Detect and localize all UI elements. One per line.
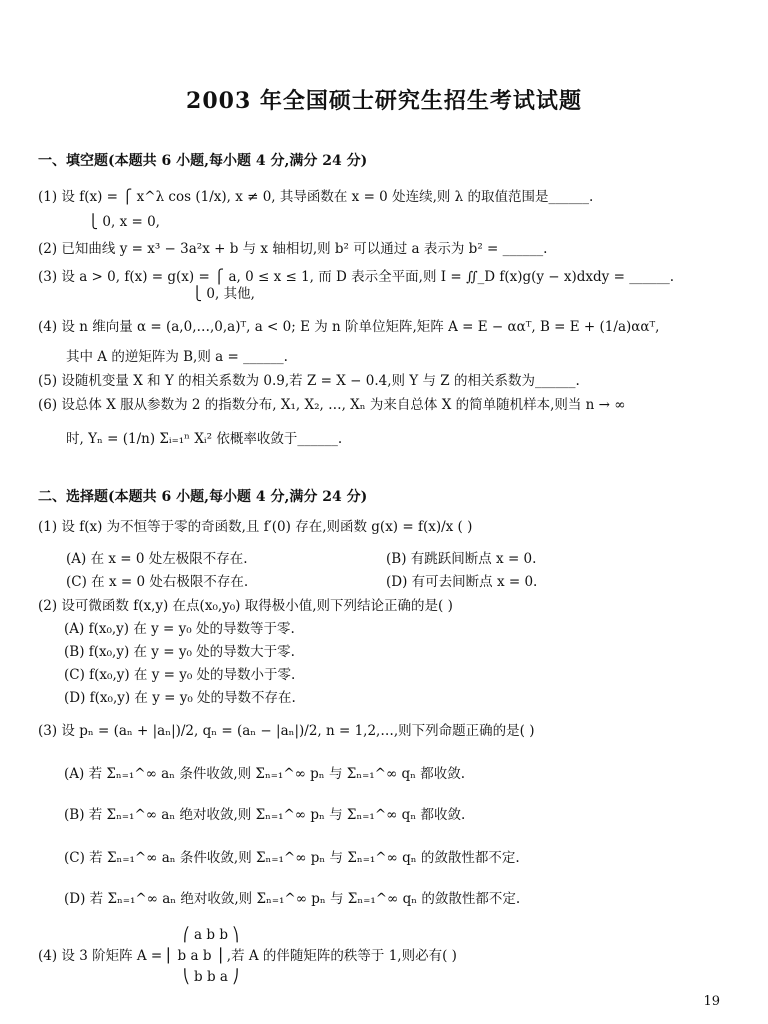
- s2-q1: (1) 设 f(x) 为不恒等于零的奇函数,且 f′(0) 存在,则函数 g(x) = f(x)/x ( ): [38, 519, 473, 535]
- s2-q3: (3) 设 pₙ = (aₙ + |aₙ|)/2, qₙ = (aₙ − |aₙ|)/2, n = 1,2,…,则下列命题正确的是( ): [38, 723, 535, 739]
- s1-q1-line2: ⎩ 0, x = 0,: [88, 214, 160, 230]
- s2-q4-matrix-row1: ⎛ a b b ⎞: [183, 927, 239, 943]
- s1-q3-line2: ⎩ 0, 其他,: [192, 286, 255, 302]
- s1-q3-line1: (3) 设 a > 0, f(x) = g(x) = ⎧ a, 0 ≤ x ≤ 1, 而 D 表示全平面,则 I = ∬_D f(x)g(y − x)dxdy = ______.: [38, 269, 674, 285]
- s2-q2-option-b: (B) f(x₀,y) 在 y = y₀ 处的导数大于零.: [64, 644, 295, 660]
- s2-q4-matrix-row3: ⎝ b b a ⎠: [183, 969, 239, 985]
- section1-heading: 一、填空题(本题共 6 小题,每小题 4 分,满分 24 分): [38, 153, 368, 169]
- s2-q1-option-b: (B) 有跳跃间断点 x = 0.: [386, 551, 537, 567]
- s2-q3-option-b: (B) 若 Σₙ₌₁^∞ aₙ 绝对收敛,则 Σₙ₌₁^∞ pₙ 与 Σₙ₌₁^∞ qₙ 都收敛.: [64, 807, 466, 823]
- s1-q4-line1: (4) 设 n 维向量 α = (a,0,…,0,a)ᵀ, a < 0; E 为 n 阶单位矩阵,矩阵 A = E − ααᵀ, B = E + (1/a)ααᵀ,: [38, 319, 660, 335]
- s2-q3-option-c: (C) 若 Σₙ₌₁^∞ aₙ 条件收敛,则 Σₙ₌₁^∞ pₙ 与 Σₙ₌₁^∞ qₙ 的敛散性都不定.: [64, 850, 520, 866]
- s1-q6-line1: (6) 设总体 X 服从参数为 2 的指数分布, X₁, X₂, …, Xₙ 为来自总体 X 的简单随机样本,则当 n → ∞: [38, 397, 626, 413]
- s1-q2: (2) 已知曲线 y = x³ − 3a²x + b 与 x 轴相切,则 b² 可以通过 a 表示为 b² = ______.: [38, 241, 548, 257]
- s2-q3-option-d: (D) 若 Σₙ₌₁^∞ aₙ 绝对收敛,则 Σₙ₌₁^∞ pₙ 与 Σₙ₌₁^∞ qₙ 的敛散性都不定.: [64, 891, 521, 907]
- page-title: 2003 年全国硕士研究生招生考试试题: [186, 88, 582, 114]
- s2-q4: (4) 设 3 阶矩阵 A = ⎜ b a b ⎟ ,若 A 的伴随矩阵的秩等于 1,则必有( ): [38, 948, 457, 964]
- s1-q5: (5) 设随机变量 X 和 Y 的相关系数为 0.9,若 Z = X − 0.4,则 Y 与 Z 的相关系数为______.: [38, 373, 580, 389]
- s2-q1-option-d: (D) 有可去间断点 x = 0.: [386, 574, 538, 590]
- page-number: 19: [703, 994, 720, 1009]
- s1-q4-line2: 其中 A 的逆矩阵为 B,则 a = ______.: [66, 349, 288, 365]
- s2-q2: (2) 设可微函数 f(x,y) 在点(x₀,y₀) 取得极小值,则下列结论正确的是( ): [38, 598, 453, 614]
- s2-q1-option-c: (C) 在 x = 0 处右极限不存在.: [66, 574, 249, 590]
- s1-q6-line2: 时, Yₙ = (1/n) Σᵢ₌₁ⁿ Xᵢ² 依概率收敛于______.: [66, 431, 343, 447]
- s2-q1-option-a: (A) 在 x = 0 处左极限不存在.: [66, 551, 248, 567]
- s2-q2-option-d: (D) f(x₀,y) 在 y = y₀ 处的导数不存在.: [64, 690, 296, 706]
- s1-q1-line1: (1) 设 f(x) = ⎧ x^λ cos (1/x), x ≠ 0, 其导函数在 x = 0 处连续,则 λ 的取值范围是______.: [38, 189, 594, 205]
- s2-q3-option-a: (A) 若 Σₙ₌₁^∞ aₙ 条件收敛,则 Σₙ₌₁^∞ pₙ 与 Σₙ₌₁^∞ qₙ 都收敛.: [64, 766, 466, 782]
- section2-heading: 二、选择题(本题共 6 小题,每小题 4 分,满分 24 分): [38, 489, 368, 505]
- s2-q2-option-a: (A) f(x₀,y) 在 y = y₀ 处的导数等于零.: [64, 621, 295, 637]
- s2-q2-option-c: (C) f(x₀,y) 在 y = y₀ 处的导数小于零.: [64, 667, 296, 683]
